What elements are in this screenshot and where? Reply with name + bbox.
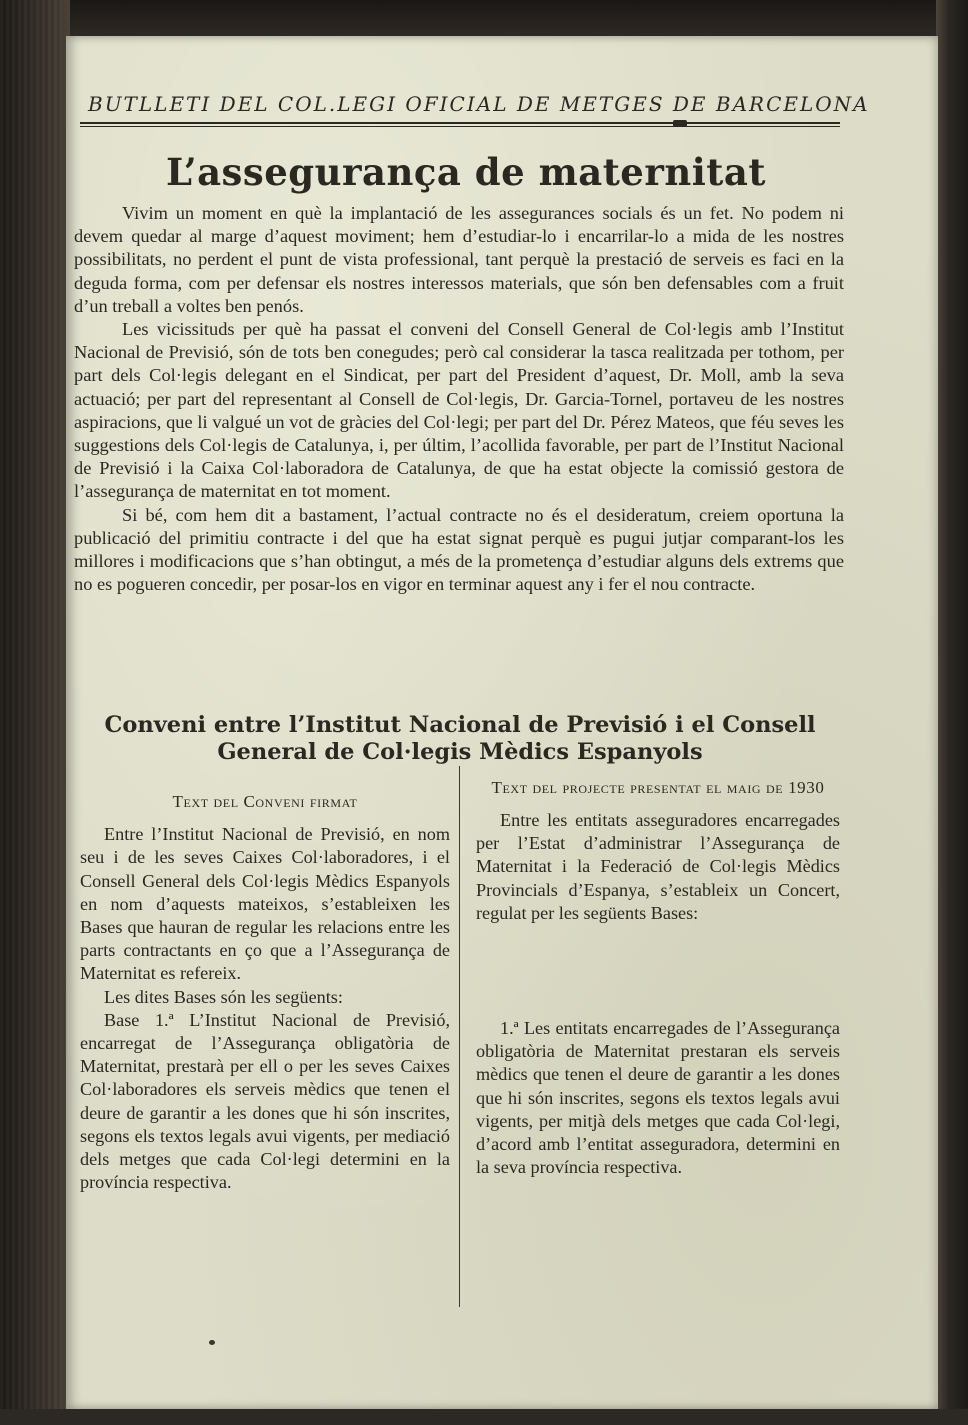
signed-agreement-paragraph: Entre l’Institut Nacional de Previsió, en nom seu i de les seves Caixes Col·laboradores, i el Consell General dels Col·legis Mèdics Espanyols en nom d’aquests mateixos, s’estableixen les Bases que hauran de regular les relacions entre les parts contractants en ço que a l’Assegurança de Maternitat es refereix.: [80, 824, 450, 984]
conveni-title-line-2: General de Col·legis Mèdics Espanyols: [217, 739, 703, 765]
header-ornament: [673, 120, 687, 127]
column-gap: [476, 925, 840, 1017]
draft-project-paragraph: 1.ª Les entitats encarregades de l’Assegurança obligatòria de Maternitat prestaran els serveis mèdics que tenen el deure de garantir a les dones que hi són inscrites, segons els textos legals avui vigents, per mitjà dels metges que cada Col·legi, d’acord amb l’entitat asseguradora, determini en la seva província respectiva.: [476, 1018, 840, 1178]
draft-project-paragraph: Entre les entitats asseguradores encarregades per l’Estat d’administrar l’Assegurança de Maternitat i la Federació de Col·legis Mèdics Provincials d’Espanya, s’estableix un Concert, regulat per les següents Bases:: [476, 810, 840, 923]
intro-paragraph: Si bé, com hem dit a bastament, l’actual contracte no és el desideratum, creiem oportuna la publicació del primitiu contracte i del que ha estat signat perquè es pugui jutjar comparant-los les millores i modificacions que s’han obtingut, a més de la prometença d’estudiar alguns dels extrems que no es pogueren concedir, per posar-los en vigor en terminar aquest any i fer el nou contracte.: [74, 504, 844, 595]
article-title: L’assegurança de maternitat: [166, 150, 766, 194]
intro-paragraph: Vivim un moment en què la implantació de les assegurances socials és un fet. No podem ni devem quedar al marge d’aquest moviment; hem d’estudiar-lo i encarrilar-lo a mida de les nostres possibilitats, no perdent el punt de vista professional, tant perquè la prestació de serveis es faci en la deguda forma, com per defensar els nostres interessos materials, que són ben defensables com a fruit d’un treball a voltes ben penós.: [74, 203, 844, 316]
conveni-title: [76, 712, 844, 766]
ink-speck: [209, 1340, 215, 1345]
draft-project-heading: Text del projecte presentat el maig de 1930: [491, 778, 825, 797]
signed-agreement-paragraph: Les dites Bases són les següents:: [104, 986, 343, 1007]
signed-agreement-column: [80, 790, 450, 1194]
scan-binding-texture: [0, 0, 62, 1425]
document-page: [66, 36, 938, 1409]
intro-paragraph: Les vicissituds per què ha passat el conveni del Consell General de Col·legis amb l’Institut Nacional de Previsió, són de tots ben conegudes; però cal considerar la tasca realitzada per tothom, per part dels Col·legis delegant en el Sindicat, per part del President d’aquest, Dr. Moll, amb la seva actuació; per part del representant al Consell de Col·legis, Dr. Garcia-Tornel, portaveu de les nostres aspiracions, que li valgué un vot de gràcies del Col·legi; per part del Dr. Pérez Mateos, que féu seves les suggestions dels Col·legis de Catalunya, i, per últim, l’acollida favorable, per part de l’Institut Nacional de Previsió i la Caixa Col·laboradora de Catalunya, de que ha estat objecte la comissió gestora de l’assegurança de maternitat en tot moment.: [74, 319, 844, 502]
running-head: BUTLLETI DEL COL.LEGI OFICIAL DE METGES DE BARCELONA: [88, 92, 870, 116]
scan-bottom-edge: [0, 1409, 968, 1425]
signed-agreement-heading: Text del Conveni firmat: [172, 792, 358, 811]
column-divider: [459, 766, 460, 1307]
header-rule-thin: [80, 126, 840, 127]
conveni-title-line-1: Conveni entre l’Institut Nacional de Previsió i el Consell: [104, 712, 816, 738]
header-rule: [80, 122, 840, 124]
scan-top-edge: [0, 0, 968, 36]
scan-right-edge: [936, 0, 968, 1425]
draft-project-column: [476, 776, 840, 1179]
signed-agreement-paragraph: Base 1.ª L’Institut Nacional de Previsió, encarregat de l’Assegurança obligatòria de Maternitat, prestarà per ell o per les seves Caixes Col·laboradores els serveis mèdics que tenen el deure de garantir a les dones que hi són inscrites, segons els textos legals avui vigents, per mediació dels metges que cada Col·legi determini en la província respectiva.: [80, 1009, 450, 1193]
intro-text: [74, 202, 844, 596]
